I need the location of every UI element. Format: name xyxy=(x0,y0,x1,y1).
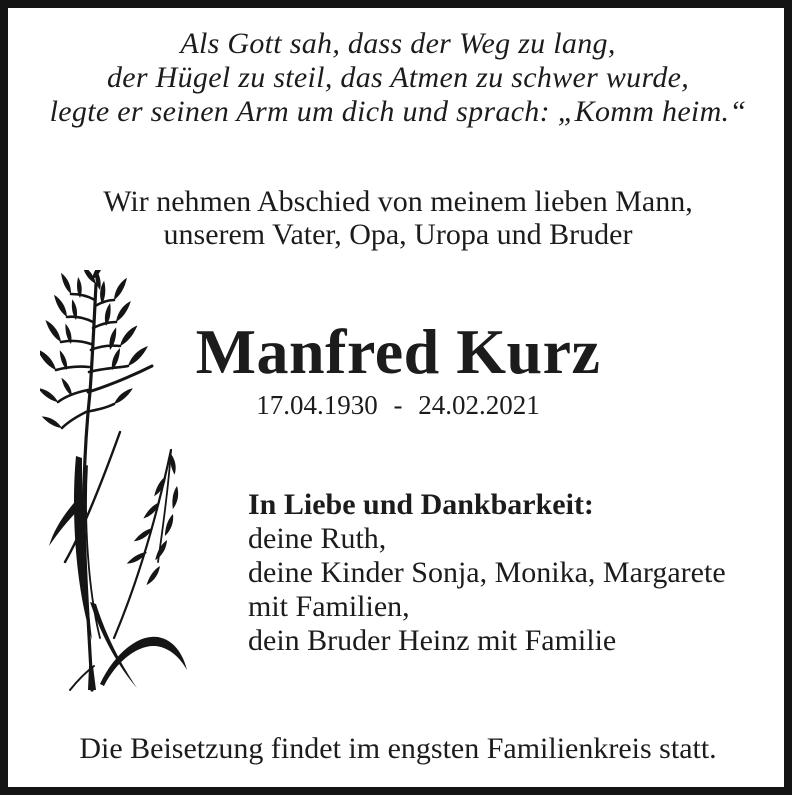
poem-line-1: Als Gott sah, dass der Weg zu lang, xyxy=(180,27,616,60)
mourner-line-1: deine Ruth, xyxy=(248,522,387,555)
deceased-dates: 17.04.1930 - 24.02.2021 xyxy=(256,390,540,420)
mourner-line-3: mit Familien, xyxy=(248,590,410,623)
grass-drooping-head xyxy=(127,454,187,585)
intro-line-1: Wir nehmen Abschied von meinem lieben Mann, xyxy=(103,185,693,218)
poem-line-3: legte er seinen Arm um dich und sprach: „Komm heim.“ xyxy=(49,95,747,128)
farewell-intro xyxy=(0,185,796,251)
poem xyxy=(0,27,796,129)
mourner-line-2: deine Kinder Sonja, Monika, Margarete xyxy=(248,556,726,589)
funeral-note: Die Beisetzung findet im engsten Familienkreis statt. xyxy=(79,732,717,765)
mourner-line-4: dein Bruder Heinz mit Familie xyxy=(248,624,617,657)
deceased-name: Manfred Kurz xyxy=(195,316,601,387)
poem-line-2: der Hügel zu steil, das Atmen zu schwer wurde, xyxy=(106,61,690,94)
mourners-block xyxy=(248,488,726,658)
mourners-heading: In Liebe und Dankbarkeit: xyxy=(248,488,594,521)
intro-line-2: unserem Vater, Opa, Uropa und Bruder xyxy=(163,218,633,251)
